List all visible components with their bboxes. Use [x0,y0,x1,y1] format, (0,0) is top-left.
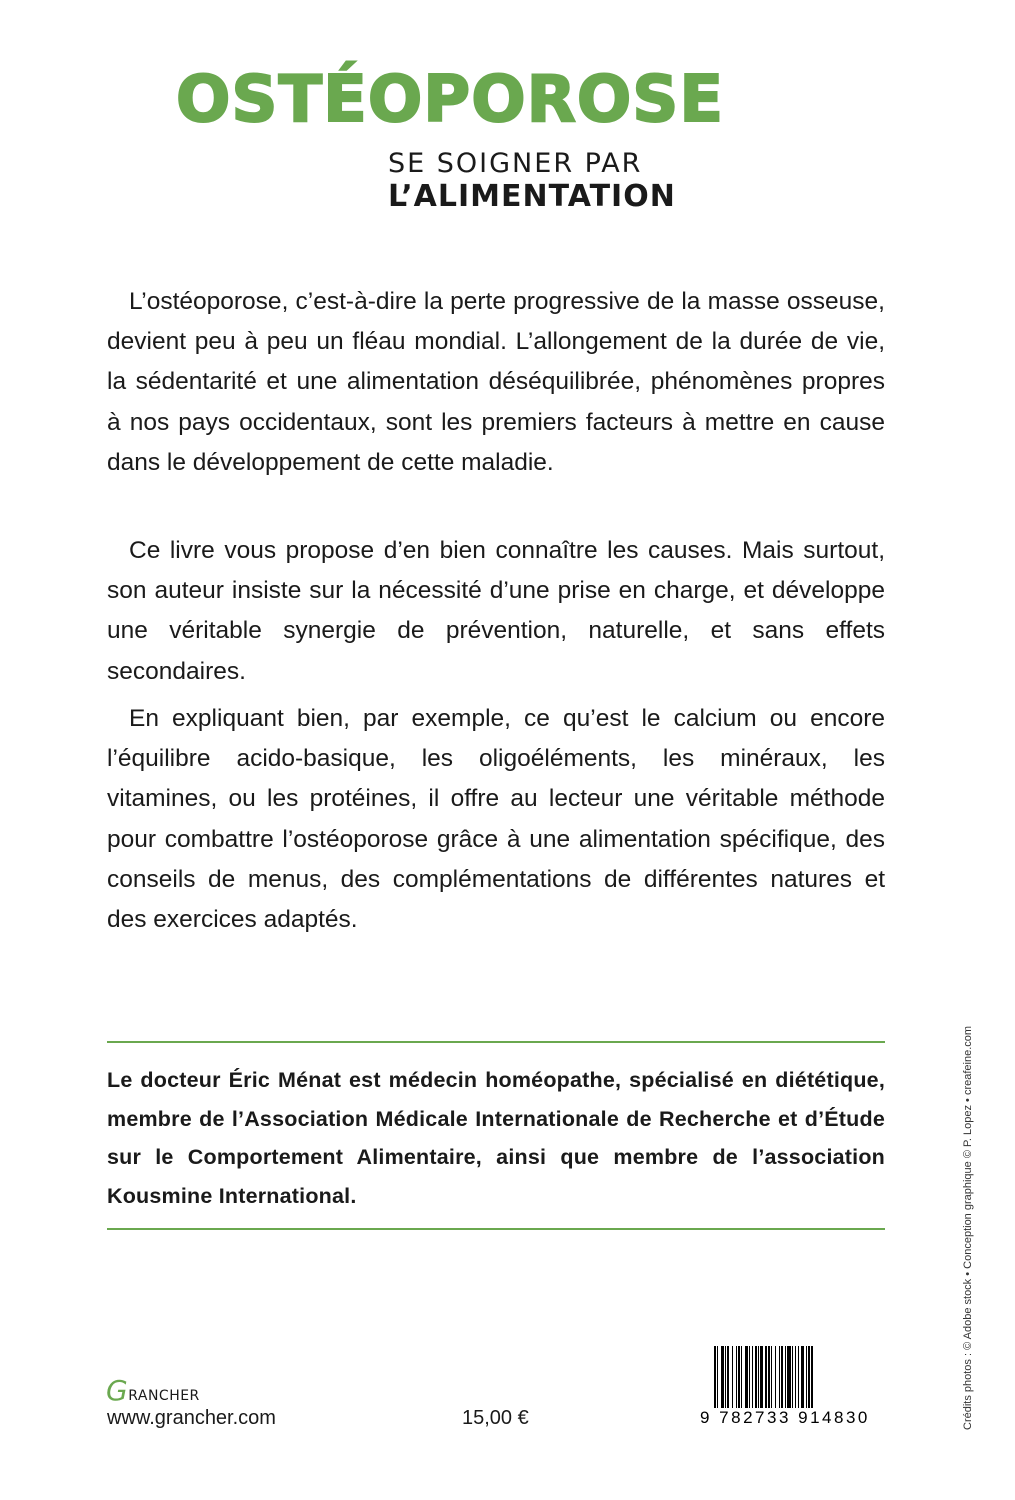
divider-top [107,1041,885,1043]
publisher-logo-initial: G [106,1374,129,1407]
book-title: OSTÉOPOROSE [176,63,725,137]
blurb-paragraph-1: L’ostéoporose, c’est-à-dire la perte progressive de la masse osseuse, devient peu à peu un fléau mondial. L’allongement de la durée de vie, la sédentarité et une alimentation déséquilibrée, phénomènes propres à nos pays occidentaux, sont les premiers facteurs à mettre en cause dans le développement de cette maladie. [107,288,885,476]
price: 15,00 € [462,1407,529,1429]
author-bio: Le docteur Éric Ménat est médecin homéopathe, spécialisé en diététique, membre de l’Association Médicale Internationale de Recherche et d’Étude sur le Comportement Alimentaire, ainsi que membre de l’association Kousmine International. [107,1068,885,1208]
publisher-website: www.grancher.com [107,1407,276,1429]
barcode-bars [714,1346,882,1408]
blurb-paragraph-2: Ce livre vous propose d’en bien connaître les causes. Mais surtout, son auteur insiste sur la nécessité d’une prise en charge, et développe une véritable synergie de prévention, naturelle, et sans effets secondaires. [107,537,885,685]
publisher-logo-text: RANCHER [128,1388,200,1404]
photo-credits: Crédits photos : © Adobe stock • Conception graphique © P. Lopez • creafeine.com [962,1025,974,1430]
isbn-barcode [700,1340,890,1430]
blurb-paragraph-3: En expliquant bien, par exemple, ce qu’est le calcium ou encore l’équilibre acido-basique, les oligoéléments, les minéraux, les vitamines, ou les protéines, il offre au lecteur une véritable méthode pour combattre l’ostéoporose grâce à une alimentation spécifique, des conseils de menus, des complémentations de différentes natures et des exercices adaptés. [107,705,885,934]
isbn-digits: 9 782733 914830 [700,1408,870,1427]
book-subtitle-line1: SE SOIGNER PAR [388,148,643,179]
publisher-logo [106,1374,200,1407]
divider-bottom [107,1228,885,1230]
book-subtitle-line2: L’ALIMENTATION [388,179,676,214]
